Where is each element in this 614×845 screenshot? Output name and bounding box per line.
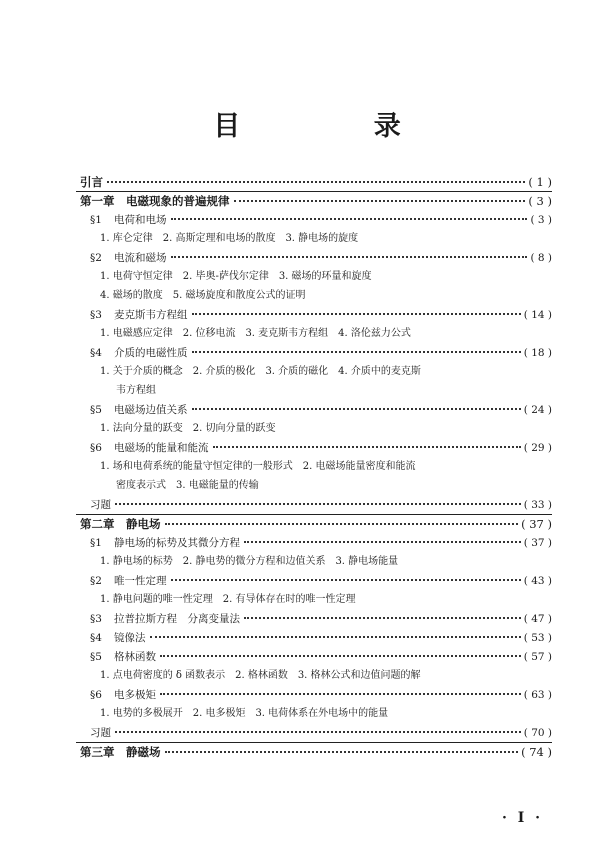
- dot-leader: [244, 616, 521, 619]
- page-number: ( 1 ): [528, 175, 552, 189]
- toc-exercise-row: [90, 725, 552, 741]
- section-title-text: 电多极矩: [114, 689, 156, 701]
- toc-section-title: [90, 440, 209, 456]
- toc-sub-row: [100, 706, 552, 722]
- toc-section-title: [90, 573, 167, 589]
- section-number: §6: [90, 442, 102, 454]
- section-number: §1: [90, 214, 102, 226]
- page-number: ( 53 ): [523, 632, 552, 644]
- toc-sub-title: 1. 电荷守恒定律 2. 毕奥-萨伐尔定律 3. 磁场的环量和旋度: [100, 271, 372, 282]
- toc-sub-row: [100, 668, 552, 684]
- toc-section-row: [90, 611, 552, 627]
- toc-section-row: [90, 649, 552, 665]
- chapter-divider: [76, 514, 552, 515]
- toc-sub-title: 1. 场和电荷系统的能量守恒定律的一般形式 2. 电磁场能量密度和能流: [100, 461, 416, 472]
- toc-section-row: [90, 307, 552, 323]
- toc-section-title: [90, 307, 188, 323]
- section-number: §6: [90, 689, 102, 701]
- toc-section-row: [90, 212, 552, 228]
- page-number: ( 43 ): [523, 575, 552, 587]
- toc-sub-row: [100, 269, 552, 285]
- toc-exercise-title: 习题: [90, 499, 111, 511]
- page-folio: · I ·: [502, 810, 544, 826]
- toc-section-row: [90, 687, 552, 703]
- section-title-text: 格林函数: [114, 651, 156, 663]
- chapter-divider: [76, 742, 552, 743]
- section-title-text: 电磁场的能量和能流: [114, 442, 209, 454]
- toc-exercise-title: 习题: [90, 727, 111, 739]
- section-number: §2: [90, 252, 102, 264]
- page-number: ( 29 ): [523, 442, 552, 454]
- toc-sub-title: 1. 法向分量的跃变 2. 切向分量的跃变: [100, 423, 276, 434]
- table-of-contents: [0, 168, 614, 768]
- toc-chapter-row: [80, 174, 552, 190]
- page-number: ( 57 ): [523, 651, 552, 663]
- toc-exercise-row: [90, 497, 552, 513]
- dot-leader: [107, 180, 525, 183]
- toc-sub2-title: 密度表示式 3. 电磁能量的传输: [116, 480, 259, 491]
- dot-leader: [234, 199, 526, 202]
- toc-section-row: [90, 250, 552, 266]
- toc-sub-title: 1. 库仑定律 2. 高斯定理和电场的散度 3. 静电场的旋度: [100, 233, 359, 244]
- toc-section-title: [90, 630, 146, 646]
- section-number: §2: [90, 575, 102, 587]
- dot-leader: [171, 255, 528, 258]
- toc-section-title: [90, 535, 240, 551]
- section-title-text: 静电场的标势及其微分方程: [114, 537, 240, 549]
- toc-chapter-title: 第一章 电磁现象的普遍规律: [80, 194, 230, 208]
- toc-section-row: [90, 402, 552, 418]
- toc-section-title: [90, 687, 156, 703]
- toc-sub-row: [100, 421, 552, 437]
- dot-leader: [192, 312, 521, 315]
- page-number: ( 8 ): [530, 252, 552, 264]
- page-number: ( 37 ): [521, 517, 552, 531]
- toc-sub2-row: [116, 383, 552, 399]
- toc-section-title: [90, 611, 240, 627]
- dot-leader: [150, 635, 521, 638]
- toc-sub-title: 1. 点电荷密度的 δ 函数表示 2. 格林函数 3. 格林公式和边值问题的解: [100, 670, 421, 681]
- dot-leader: [160, 692, 521, 695]
- toc-section-row: [90, 573, 552, 589]
- dot-leader: [192, 407, 521, 410]
- toc-sub-title: 4. 磁场的散度 5. 磁场旋度和散度公式的证明: [100, 290, 306, 301]
- section-title-text: 电流和磁场: [114, 252, 167, 264]
- toc-sub-title: 1. 电磁感应定律 2. 位移电流 3. 麦克斯韦方程组 4. 洛伦兹力公式: [100, 328, 411, 339]
- dot-leader: [171, 217, 528, 220]
- section-number: §1: [90, 537, 102, 549]
- toc-sub-title: 1. 关于介质的概念 2. 介质的极化 3. 介质的磁化 4. 介质中的麦克斯: [100, 366, 421, 377]
- page-number: ( 33 ): [523, 499, 552, 511]
- toc-section-title: [90, 649, 156, 665]
- page-number: ( 74 ): [521, 745, 552, 759]
- toc-chapter-title: 引言: [80, 175, 103, 189]
- toc-section-title: [90, 345, 188, 361]
- section-number: §5: [90, 404, 102, 416]
- toc-chapter-row: [80, 744, 552, 760]
- toc-sub2-title: 韦方程组: [116, 385, 156, 396]
- toc-section-row: [90, 630, 552, 646]
- page-number: ( 37 ): [523, 537, 552, 549]
- toc-sub-row: [100, 459, 552, 475]
- dot-leader: [192, 350, 521, 353]
- page-number: ( 63 ): [523, 689, 552, 701]
- toc-chapter-title: 第三章 静磁场: [80, 745, 161, 759]
- dot-leader: [165, 750, 519, 753]
- section-title-text: 镜像法: [114, 632, 146, 644]
- section-title-text: 电荷和电场: [114, 214, 167, 226]
- dot-leader: [165, 522, 519, 525]
- toc-sub-row: [100, 592, 552, 608]
- page-number: ( 3 ): [528, 194, 552, 208]
- dot-leader: [160, 654, 521, 657]
- section-number: §5: [90, 651, 102, 663]
- page-number: ( 47 ): [523, 613, 552, 625]
- toc-section-row: [90, 345, 552, 361]
- section-number: §4: [90, 632, 102, 644]
- toc-sub2-row: [116, 478, 552, 494]
- toc-sub-title: 1. 静电场的标势 2. 静电势的微分方程和边值关系 3. 静电场能量: [100, 556, 399, 567]
- dot-leader: [213, 445, 521, 448]
- page-number: ( 14 ): [523, 309, 552, 321]
- toc-chapter-row: [80, 193, 552, 209]
- chapter-divider: [76, 191, 552, 192]
- dot-leader: [115, 730, 521, 733]
- toc-sub-title: 1. 电势的多极展开 2. 电多极矩 3. 电荷体系在外电场中的能量: [100, 708, 389, 719]
- section-number: §4: [90, 347, 102, 359]
- page-number: ( 18 ): [523, 347, 552, 359]
- page-number: ( 3 ): [530, 214, 552, 226]
- section-title-text: 介质的电磁性质: [114, 347, 188, 359]
- toc-sub-row: [100, 554, 552, 570]
- section-number: §3: [90, 613, 102, 625]
- toc-section-row: [90, 440, 552, 456]
- toc-section-title: [90, 250, 167, 266]
- section-title-text: 电磁场边值关系: [114, 404, 188, 416]
- dot-leader: [171, 578, 521, 581]
- toc-sub-title: 1. 静电问题的唯一性定理 2. 有导体存在时的唯一性定理: [100, 594, 356, 605]
- toc-sub-row: [100, 231, 552, 247]
- toc-sub-row: [100, 288, 552, 304]
- section-title-text: 唯一性定理: [114, 575, 167, 587]
- section-title-text: 拉普拉斯方程 分离变量法: [114, 613, 240, 625]
- page-number: ( 24 ): [523, 404, 552, 416]
- dot-leader: [244, 540, 521, 543]
- toc-chapter-title: 第二章 静电场: [80, 517, 161, 531]
- page-title: 目 录: [213, 111, 463, 142]
- toc-sub-row: [100, 326, 552, 342]
- dot-leader: [115, 502, 521, 505]
- section-title-text: 麦克斯韦方程组: [114, 309, 188, 321]
- toc-section-row: [90, 535, 552, 551]
- toc-section-title: [90, 212, 167, 228]
- toc-chapter-row: [80, 516, 552, 532]
- section-number: §3: [90, 309, 102, 321]
- toc-section-title: [90, 402, 188, 418]
- page-number: ( 70 ): [523, 727, 552, 739]
- toc-sub-row: [100, 364, 552, 380]
